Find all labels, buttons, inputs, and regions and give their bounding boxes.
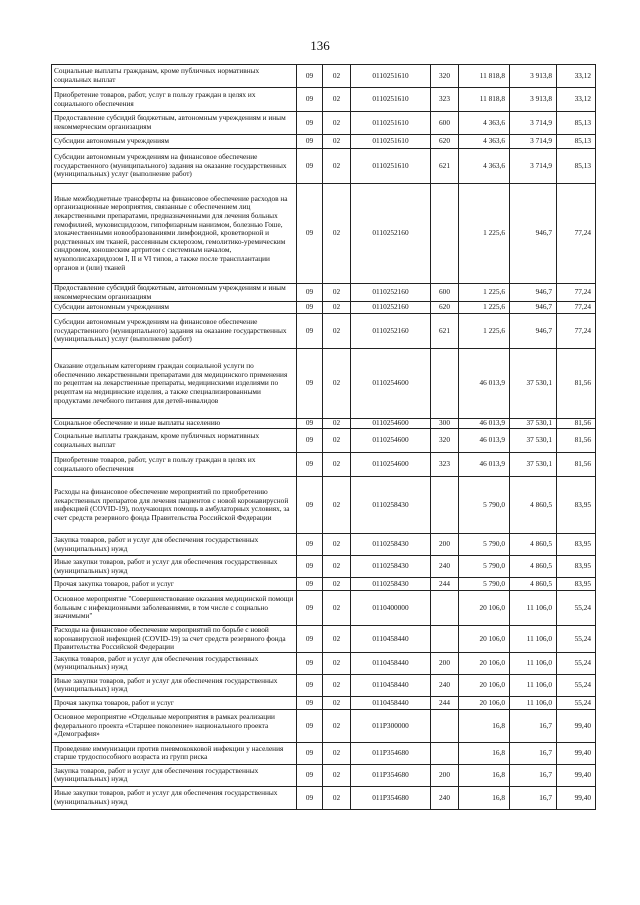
target-article-code: 011P354680 [351, 742, 431, 764]
section-code: 09 [297, 302, 323, 314]
section-code: 09 [297, 349, 323, 419]
plan-amount: 16,8 [459, 742, 510, 764]
execution-percent: 77,24 [557, 314, 596, 349]
expense-type-code: 320 [431, 429, 459, 453]
execution-percent: 99,40 [557, 764, 596, 786]
subsection-code: 02 [323, 652, 351, 674]
executed-amount: 16,7 [510, 764, 557, 786]
table-row [52, 184, 596, 284]
row-name: Иные закупки товаров, работ и услуг для обеспечения государственных (муниципальных) нужд [52, 786, 297, 809]
expense-type-code: 600 [431, 284, 459, 302]
target-article-code: 0110254600 [351, 453, 431, 477]
target-article-code: 0110258430 [351, 477, 431, 534]
expense-type-code: 620 [431, 302, 459, 314]
subsection-code: 02 [323, 709, 351, 742]
plan-amount: 16,8 [459, 764, 510, 786]
table-row [52, 302, 596, 314]
row-name: Приобретение товаров, работ, услуг в пользу граждан в целях их социального обеспечения [52, 88, 297, 112]
plan-amount: 5 790,0 [459, 534, 510, 556]
executed-amount: 37 530,1 [510, 349, 557, 419]
target-article-code: 0110252160 [351, 184, 431, 284]
expense-type-code: 200 [431, 652, 459, 674]
expense-type-code: 244 [431, 578, 459, 591]
plan-amount: 20 106,0 [459, 626, 510, 653]
table-row [52, 674, 596, 696]
expense-type-code: 240 [431, 674, 459, 696]
plan-amount: 4 363,6 [459, 135, 510, 149]
table-row [52, 429, 596, 453]
row-name: Социальные выплаты гражданам, кроме публичных нормативных социальных выплат [52, 65, 297, 88]
table-row [52, 626, 596, 653]
plan-amount: 46 013,9 [459, 349, 510, 419]
executed-amount: 37 530,1 [510, 419, 557, 429]
expense-type-code: 323 [431, 88, 459, 112]
executed-amount: 11 106,0 [510, 626, 557, 653]
target-article-code: 0110251610 [351, 88, 431, 112]
table-row [52, 349, 596, 419]
plan-amount: 5 790,0 [459, 556, 510, 578]
execution-percent: 55,24 [557, 652, 596, 674]
subsection-code: 02 [323, 674, 351, 696]
expense-type-code [431, 349, 459, 419]
section-code: 09 [297, 477, 323, 534]
subsection-code: 02 [323, 786, 351, 809]
target-article-code: 0110254600 [351, 349, 431, 419]
executed-amount: 946,7 [510, 302, 557, 314]
subsection-code: 02 [323, 742, 351, 764]
table-row [52, 135, 596, 149]
table-row [52, 88, 596, 112]
execution-percent: 85,13 [557, 112, 596, 135]
expense-type-code: 621 [431, 314, 459, 349]
executed-amount: 4 860,5 [510, 556, 557, 578]
section-code: 09 [297, 419, 323, 429]
expense-type-code: 200 [431, 764, 459, 786]
expense-type-code: 244 [431, 696, 459, 709]
subsection-code: 02 [323, 578, 351, 591]
target-article-code: 011P354680 [351, 786, 431, 809]
budget-table [51, 64, 596, 810]
executed-amount: 3 714,9 [510, 149, 557, 184]
table-row [52, 556, 596, 578]
row-name: Прочая закупка товаров, работ и услуг [52, 578, 297, 591]
table-row [52, 419, 596, 429]
expense-type-code: 320 [431, 65, 459, 88]
executed-amount: 16,7 [510, 709, 557, 742]
plan-amount: 46 013,9 [459, 453, 510, 477]
execution-percent: 99,40 [557, 742, 596, 764]
execution-percent: 55,24 [557, 674, 596, 696]
section-code: 09 [297, 626, 323, 653]
execution-percent: 81,56 [557, 349, 596, 419]
executed-amount: 4 860,5 [510, 534, 557, 556]
row-name: Расходы на финансовое обеспечение мероприятий по приобретению лекарственных препаратов для лечения пациентов с новой коронавирусной инфекцией (COVID-19), получающих помощь в амбулаторных условиях, за счет средств резервного фонда Правительства Российской Федерации [52, 477, 297, 534]
plan-amount: 5 790,0 [459, 578, 510, 591]
expense-type-code [431, 709, 459, 742]
target-article-code: 0110251610 [351, 112, 431, 135]
target-article-code: 0110400000 [351, 591, 431, 626]
table-row [52, 578, 596, 591]
execution-percent: 55,24 [557, 626, 596, 653]
executed-amount: 3 714,9 [510, 112, 557, 135]
table-row [52, 477, 596, 534]
subsection-code: 02 [323, 556, 351, 578]
subsection-code: 02 [323, 135, 351, 149]
section-code: 09 [297, 696, 323, 709]
subsection-code: 02 [323, 591, 351, 626]
execution-percent: 85,13 [557, 135, 596, 149]
target-article-code: 0110458440 [351, 674, 431, 696]
execution-percent: 81,56 [557, 429, 596, 453]
section-code: 09 [297, 149, 323, 184]
section-code: 09 [297, 135, 323, 149]
execution-percent: 77,24 [557, 184, 596, 284]
subsection-code: 02 [323, 112, 351, 135]
table-row [52, 709, 596, 742]
subsection-code: 02 [323, 696, 351, 709]
execution-percent: 33,12 [557, 88, 596, 112]
plan-amount: 1 225,6 [459, 302, 510, 314]
target-article-code: 0110258430 [351, 556, 431, 578]
target-article-code: 0110254600 [351, 419, 431, 429]
plan-amount: 20 106,0 [459, 591, 510, 626]
table-row [52, 112, 596, 135]
table-row [52, 696, 596, 709]
subsection-code: 02 [323, 302, 351, 314]
plan-amount: 11 818,8 [459, 88, 510, 112]
executed-amount: 3 913,8 [510, 88, 557, 112]
plan-amount: 46 013,9 [459, 429, 510, 453]
executed-amount: 37 530,1 [510, 453, 557, 477]
section-code: 09 [297, 578, 323, 591]
plan-amount: 16,8 [459, 709, 510, 742]
table-row [52, 534, 596, 556]
plan-amount: 11 818,8 [459, 65, 510, 88]
subsection-code: 02 [323, 88, 351, 112]
execution-percent: 83,95 [557, 556, 596, 578]
plan-amount: 46 013,9 [459, 419, 510, 429]
target-article-code: 0110458440 [351, 626, 431, 653]
expense-type-code [431, 591, 459, 626]
table-row [52, 764, 596, 786]
section-code: 09 [297, 764, 323, 786]
row-name: Субсидии автономным учреждениям [52, 302, 297, 314]
row-name: Закупка товаров, работ и услуг для обеспечения государственных (муниципальных) нужд [52, 534, 297, 556]
execution-percent: 85,13 [557, 149, 596, 184]
table-row [52, 149, 596, 184]
row-name: Иные закупки товаров, работ и услуг для обеспечения государственных (муниципальных) нужд [52, 674, 297, 696]
plan-amount: 1 225,6 [459, 184, 510, 284]
target-article-code: 0110252160 [351, 302, 431, 314]
section-code: 09 [297, 429, 323, 453]
execution-percent: 83,95 [557, 477, 596, 534]
execution-percent: 99,40 [557, 786, 596, 809]
target-article-code: 0110258430 [351, 534, 431, 556]
subsection-code: 02 [323, 184, 351, 284]
row-name: Субсидии автономным учреждениям [52, 135, 297, 149]
row-name: Закупка товаров, работ и услуг для обеспечения государственных (муниципальных) нужд [52, 652, 297, 674]
plan-amount: 1 225,6 [459, 284, 510, 302]
section-code: 09 [297, 742, 323, 764]
table-row [52, 591, 596, 626]
plan-amount: 4 363,6 [459, 149, 510, 184]
subsection-code: 02 [323, 284, 351, 302]
section-code: 09 [297, 674, 323, 696]
executed-amount: 4 860,5 [510, 578, 557, 591]
executed-amount: 4 860,5 [510, 477, 557, 534]
execution-percent: 81,56 [557, 453, 596, 477]
row-name: Основное мероприятие "Совершенствование оказания медицинской помощи больным с инфекционными заболеваниями, в том числе с социально значимыми" [52, 591, 297, 626]
target-article-code: 0110458440 [351, 696, 431, 709]
table-row [52, 786, 596, 809]
table-row [52, 652, 596, 674]
expense-type-code [431, 742, 459, 764]
executed-amount: 11 106,0 [510, 591, 557, 626]
executed-amount: 3 913,8 [510, 65, 557, 88]
target-article-code: 0110251610 [351, 135, 431, 149]
row-name: Расходы на финансовое обеспечение мероприятий по борьбе с новой коронавирусной инфекцией (COVID-19) за счет средств резервного фонда Правительства Российской Федерации [52, 626, 297, 653]
row-name: Субсидии автономным учреждениям на финансовое обеспечение государственного (муниципального) задания на оказание государственных (муниципальных) услуг (выполнение работ) [52, 149, 297, 184]
target-article-code: 011P300000 [351, 709, 431, 742]
subsection-code: 02 [323, 314, 351, 349]
execution-percent: 55,24 [557, 696, 596, 709]
plan-amount: 20 106,0 [459, 696, 510, 709]
plan-amount: 5 790,0 [459, 477, 510, 534]
section-code: 09 [297, 709, 323, 742]
section-code: 09 [297, 112, 323, 135]
section-code: 09 [297, 284, 323, 302]
subsection-code: 02 [323, 477, 351, 534]
expense-type-code [431, 626, 459, 653]
section-code: 09 [297, 314, 323, 349]
target-article-code: 0110251610 [351, 149, 431, 184]
subsection-code: 02 [323, 149, 351, 184]
execution-percent: 83,95 [557, 534, 596, 556]
plan-amount: 20 106,0 [459, 674, 510, 696]
row-name: Проведение иммунизации против пневмококковой инфекции у населения старше трудоспособного возраста из групп риска [52, 742, 297, 764]
target-article-code: 0110251610 [351, 65, 431, 88]
execution-percent: 81,56 [557, 419, 596, 429]
execution-percent: 83,95 [557, 578, 596, 591]
section-code: 09 [297, 556, 323, 578]
target-article-code: 0110252160 [351, 284, 431, 302]
target-article-code: 0110458440 [351, 652, 431, 674]
execution-percent: 55,24 [557, 591, 596, 626]
target-article-code: 0110258430 [351, 578, 431, 591]
expense-type-code: 620 [431, 135, 459, 149]
expense-type-code: 200 [431, 534, 459, 556]
section-code: 09 [297, 652, 323, 674]
execution-percent: 33,12 [557, 65, 596, 88]
executed-amount: 37 530,1 [510, 429, 557, 453]
section-code: 09 [297, 453, 323, 477]
subsection-code: 02 [323, 65, 351, 88]
section-code: 09 [297, 88, 323, 112]
execution-percent: 77,24 [557, 302, 596, 314]
table-row [52, 314, 596, 349]
target-article-code: 0110252160 [351, 314, 431, 349]
section-code: 09 [297, 534, 323, 556]
executed-amount: 946,7 [510, 284, 557, 302]
row-name: Прочая закупка товаров, работ и услуг [52, 696, 297, 709]
plan-amount: 16,8 [459, 786, 510, 809]
executed-amount: 946,7 [510, 314, 557, 349]
executed-amount: 946,7 [510, 184, 557, 284]
subsection-code: 02 [323, 534, 351, 556]
section-code: 09 [297, 184, 323, 284]
section-code: 09 [297, 591, 323, 626]
execution-percent: 77,24 [557, 284, 596, 302]
section-code: 09 [297, 65, 323, 88]
subsection-code: 02 [323, 419, 351, 429]
executed-amount: 11 106,0 [510, 674, 557, 696]
subsection-code: 02 [323, 764, 351, 786]
table-row [52, 742, 596, 764]
row-name: Социальные выплаты гражданам, кроме публичных нормативных социальных выплат [52, 429, 297, 453]
expense-type-code: 621 [431, 149, 459, 184]
table-row [52, 453, 596, 477]
row-name: Иные межбюджетные трансферты на финансовое обеспечение расходов на организационные мероприятия, связанные с обеспечением лиц лекарственными препаратами, предназначенными для лечения больных гемофилией, муковисцидозом, гипофизарным нанизмом, болезнью Гоше, злокачественными новообразованиями лимфоидной, кроветворной и родственных им тканей, рассеянным склерозом, гемолитико-уремическим синдромом, юношеским артритом с системным началом, мукополисахаридозом I, II и VI типов, а также после трансплантации органов и (или) тканей [52, 184, 297, 284]
row-name: Предоставление субсидий бюджетным, автономным учреждениям и иным некоммерческим организациям [52, 112, 297, 135]
row-name: Оказание отдельным категориям граждан социальной услуги по обеспечению лекарственными препаратами для медицинского применения по рецептам на лекарственные препараты, медицинскими изделиями по рецептам на медицинские изделия, а также специализированными продуктами лечебного питания для детей-инвалидов [52, 349, 297, 419]
table-row [52, 284, 596, 302]
plan-amount: 1 225,6 [459, 314, 510, 349]
page-number: 136 [310, 38, 330, 53]
executed-amount: 3 714,9 [510, 135, 557, 149]
row-name: Основное мероприятие «Отдельные мероприятия в рамках реализации федерального проекта «Старшее поколение» национального проекта «Демография» [52, 709, 297, 742]
expense-type-code: 600 [431, 112, 459, 135]
row-name: Социальное обеспечение и иные выплаты населению [52, 419, 297, 429]
executed-amount: 11 106,0 [510, 652, 557, 674]
expense-type-code: 240 [431, 556, 459, 578]
expense-type-code: 240 [431, 786, 459, 809]
subsection-code: 02 [323, 453, 351, 477]
executed-amount: 11 106,0 [510, 696, 557, 709]
section-code: 09 [297, 786, 323, 809]
subsection-code: 02 [323, 429, 351, 453]
executed-amount: 16,7 [510, 742, 557, 764]
target-article-code: 011P354680 [351, 764, 431, 786]
executed-amount: 16,7 [510, 786, 557, 809]
execution-percent: 99,40 [557, 709, 596, 742]
subsection-code: 02 [323, 626, 351, 653]
row-name: Иные закупки товаров, работ и услуг для обеспечения государственных (муниципальных) нужд [52, 556, 297, 578]
row-name: Субсидии автономным учреждениям на финансовое обеспечение государственного (муниципального) задания на оказание государственных (муниципальных) услуг (выполнение работ) [52, 314, 297, 349]
plan-amount: 4 363,6 [459, 112, 510, 135]
expense-type-code: 300 [431, 419, 459, 429]
plan-amount: 20 106,0 [459, 652, 510, 674]
row-name: Приобретение товаров, работ, услуг в пользу граждан в целях их социального обеспечения [52, 453, 297, 477]
subsection-code: 02 [323, 349, 351, 419]
table-row [52, 65, 596, 88]
row-name: Предоставление субсидий бюджетным, автономным учреждениям и иным некоммерческим организациям [52, 284, 297, 302]
row-name: Закупка товаров, работ и услуг для обеспечения государственных (муниципальных) нужд [52, 764, 297, 786]
target-article-code: 0110254600 [351, 429, 431, 453]
expense-type-code [431, 184, 459, 284]
expense-type-code [431, 477, 459, 534]
expense-type-code: 323 [431, 453, 459, 477]
